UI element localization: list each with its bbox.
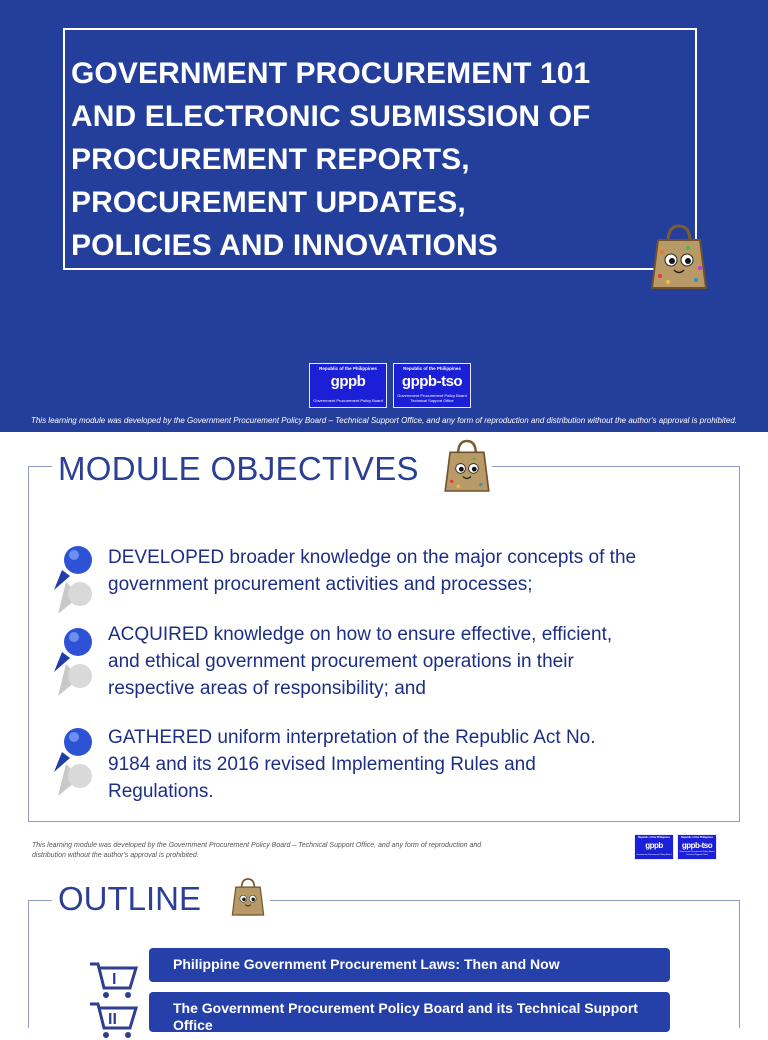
push-pin-icon <box>52 722 102 798</box>
frame-edge <box>739 900 740 1028</box>
outline-item: The Government Procurement Policy Board and its Technical Support Office <box>149 992 670 1032</box>
objective-item <box>108 724 596 805</box>
outline-item: Philippine Government Procurement Laws: Then and Now <box>149 948 670 982</box>
objective-line: DEVELOPED broader knowledge on the major concepts of the <box>108 547 637 568</box>
logo-name: Government Procurement Policy Board <box>636 854 672 856</box>
shopping-bag-mascot-icon <box>648 222 710 292</box>
outline-slide <box>0 864 768 1033</box>
outline-numeral: II <box>108 1011 117 1028</box>
logo-mark: gppb <box>645 841 663 850</box>
gppb-logo <box>309 363 387 408</box>
disclaimer-line: This learning module was developed by the Government Procurement Policy Board – Technical Support Office, and any form of reproduction and <box>32 842 482 849</box>
frame-edge <box>28 466 52 467</box>
logo-caption: Republic of the Philippines <box>403 366 461 371</box>
title-line: POLICIES AND INNOVATIONS <box>71 229 498 262</box>
frame-edge <box>28 900 29 1028</box>
logo-group <box>309 363 471 408</box>
title-line: AND ELECTRONIC SUBMISSION OF <box>71 100 591 133</box>
shopping-cart-icon <box>86 960 138 1000</box>
title-box <box>63 28 697 270</box>
logo-mark: gppb <box>330 373 366 390</box>
frame-edge <box>270 900 740 901</box>
objective-line: 9184 and its 2016 revised Implementing Rules and <box>108 754 536 775</box>
title-line: PROCUREMENT UPDATES, <box>71 186 466 219</box>
title-slide <box>0 0 768 432</box>
objective-line: GATHERED uniform interpretation of the Republic Act No. <box>108 727 596 748</box>
section-heading: OUTLINE <box>58 880 202 917</box>
disclaimer-line: distribution without the author's approval is prohibited. <box>32 852 199 859</box>
shopping-bag-mascot-icon <box>230 874 266 920</box>
objectives-slide <box>0 432 768 864</box>
objective-line: government procurement activities and processes; <box>108 574 533 595</box>
objective-line: ACQUIRED knowledge on how to ensure effective, efficient, <box>108 624 613 645</box>
title-line: GOVERNMENT PROCUREMENT 101 <box>71 57 591 90</box>
logo-mark: gppb-tso <box>681 841 713 850</box>
push-pin-icon <box>52 540 102 616</box>
slide-title <box>71 52 590 267</box>
objective-line: respective areas of responsibility; and <box>108 678 426 699</box>
logo-caption: Republic of the Philippines <box>319 366 377 371</box>
logo-mark: gppb-tso <box>401 373 463 390</box>
logo-caption: Republic of the Philippines <box>637 836 671 839</box>
logo-name: Government Procurement Policy Board <box>313 398 383 403</box>
title-line: PROCUREMENT REPORTS, <box>71 143 470 176</box>
outline-numeral: I <box>112 971 117 988</box>
objective-line: and ethical government procurement operations in their <box>108 651 574 672</box>
objective-item <box>108 544 636 598</box>
objective-line: Regulations. <box>108 781 214 802</box>
shopping-cart-icon <box>86 1000 138 1040</box>
disclaimer: This learning module was developed by the Government Procurement Policy Board – Technical Support Office, and any form of reproduction and distribution without the author's approval is prohibited. <box>30 416 738 425</box>
logo-group <box>634 834 717 860</box>
objective-item <box>108 621 612 702</box>
logo-name: Government Procurement Policy Board Technical Support Office <box>679 851 715 856</box>
shopping-bag-mascot-icon <box>442 436 492 496</box>
gppb-tso-logo <box>677 834 717 860</box>
logo-caption: Republic of the Philippines <box>680 836 714 839</box>
logo-name: Government Procurement Policy Board Technical Support Office <box>397 393 467 403</box>
frame-edge <box>492 466 740 467</box>
push-pin-icon <box>52 622 102 698</box>
gppb-tso-logo <box>393 363 471 408</box>
frame-edge <box>28 900 52 901</box>
gppb-logo <box>634 834 674 860</box>
disclaimer <box>32 841 481 861</box>
section-heading: MODULE OBJECTIVES <box>58 450 419 487</box>
